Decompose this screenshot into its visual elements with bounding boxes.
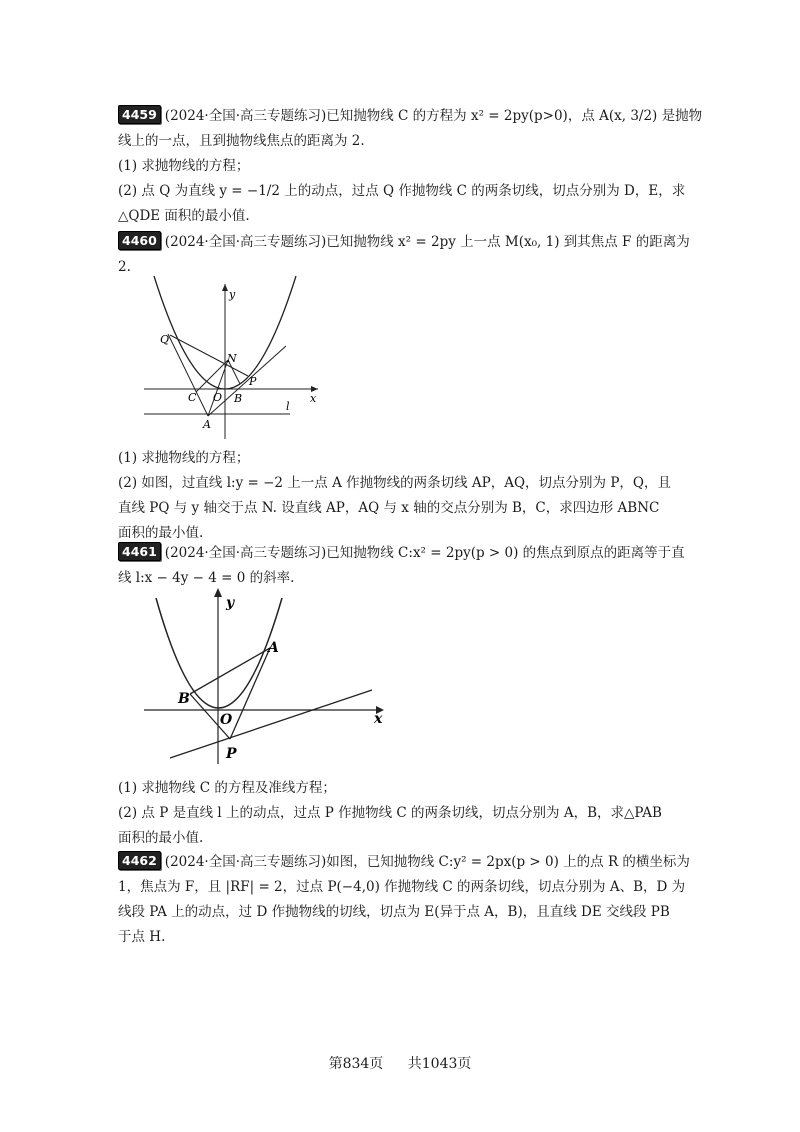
- problem-line: 面积的最小值.: [118, 830, 204, 846]
- page-number: 第834页: [328, 1056, 384, 1072]
- page-footer: [0, 1053, 800, 1073]
- figure-label: y: [226, 595, 235, 611]
- figure-label: O: [213, 391, 223, 404]
- problem-4462: [118, 850, 690, 950]
- problem-line: (2) 点 Q 为直线 y = −1/2 上的动点，过点 Q 作抛物线 C 的两条切线，切点分别为 D，E，求: [118, 183, 686, 199]
- figure-label: N: [227, 352, 237, 365]
- problem-line: 1，焦点为 F，且 |RF| = 2，过点 P(−4,0) 作抛物线 C 的两条切线，切点分别为 A、B，D 为: [118, 879, 686, 895]
- problem-4460-questions: [118, 446, 678, 546]
- problem-4460: [118, 230, 690, 280]
- figure-4461: [140, 586, 390, 772]
- problem-4461-questions: [118, 776, 678, 851]
- figure-label: B: [178, 691, 190, 707]
- figure-label: Q: [160, 333, 170, 346]
- figure-label: A: [203, 418, 211, 431]
- figure-label: P: [249, 375, 257, 388]
- problem-4461: [118, 541, 685, 591]
- problem-line: 直线 PQ 与 y 轴交于点 N. 设直线 AP，AQ 与 x 轴的交点分别为 B，C，求四边形 ABNC: [118, 500, 660, 516]
- problem-line: 面积的最小值.: [118, 525, 204, 541]
- problem-number-badge: 4462: [118, 851, 161, 870]
- problem-line: (1) 求抛物线的方程；: [118, 450, 250, 466]
- problem-number-badge: 4460: [118, 231, 161, 250]
- problem-line: 2.: [118, 259, 131, 275]
- figure-label: y: [229, 288, 236, 301]
- figure-label: x: [374, 711, 383, 727]
- page-total: 共1043页: [407, 1056, 472, 1072]
- problem-line: (2) 如图，过直线 l:y = −2 上一点 A 作抛物线的两条切线 AP，AQ，切点分别为 P，Q，且: [118, 475, 671, 491]
- problem-line: 4462 (2024·全国·高三专题练习)如图，已知抛物线 C:y² = 2px(p > 0) 上的点 R 的横坐标为: [118, 850, 678, 875]
- figure-label: l: [286, 400, 290, 413]
- problem-line: (1) 求抛物线的方程；: [118, 158, 250, 174]
- figure-label: P: [226, 746, 237, 762]
- problem-line: (2) 点 P 是直线 l 上的动点，过点 P 作抛物线 C 的两条切线，切点分别为 A，B，求△PAB: [118, 805, 662, 821]
- problem-line: (1) 求抛物线 C 的方程及准线方程；: [118, 780, 336, 796]
- problem-line: 于点 H.: [118, 929, 166, 945]
- figure-label: x: [310, 392, 317, 405]
- figure-4460: [140, 274, 340, 444]
- problem-number-badge: 4459: [118, 105, 161, 124]
- problem-line: 线上的一点，且到抛物线焦点的距离为 2.: [118, 133, 365, 149]
- problem-line: 4460 (2024·全国·高三专题练习)已知抛物线 x² = 2py 上一点 M(x₀, 1) 到其焦点 F 的距离为: [118, 230, 678, 255]
- figure-label: B: [234, 392, 243, 405]
- figure-label: A: [268, 640, 279, 656]
- figure-label: O: [220, 712, 233, 728]
- problem-line: 4461 (2024·全国·高三专题练习)已知抛物线 C:x² = 2py(p > 0) 的焦点到原点的距离等于直: [118, 541, 678, 566]
- problem-number-badge: 4461: [118, 542, 161, 561]
- figure-label: C: [188, 391, 197, 404]
- problem-line: 线段 PA 上的动点，过 D 作抛物线的切线，切点为 E(异于点 A，B)，且直线 DE 交线段 PB: [118, 904, 670, 920]
- problem-line: △QDE 面积的最小值.: [118, 208, 250, 224]
- problem-line: 线 l:x − 4y − 4 = 0 的斜率.: [118, 570, 295, 586]
- problem-line: 4459 (2024·全国·高三专题练习)已知抛物线 C 的方程为 x² = 2py(p>0)，点 A(x, 3/2) 是抛物: [118, 104, 678, 129]
- problem-4459: [118, 104, 703, 229]
